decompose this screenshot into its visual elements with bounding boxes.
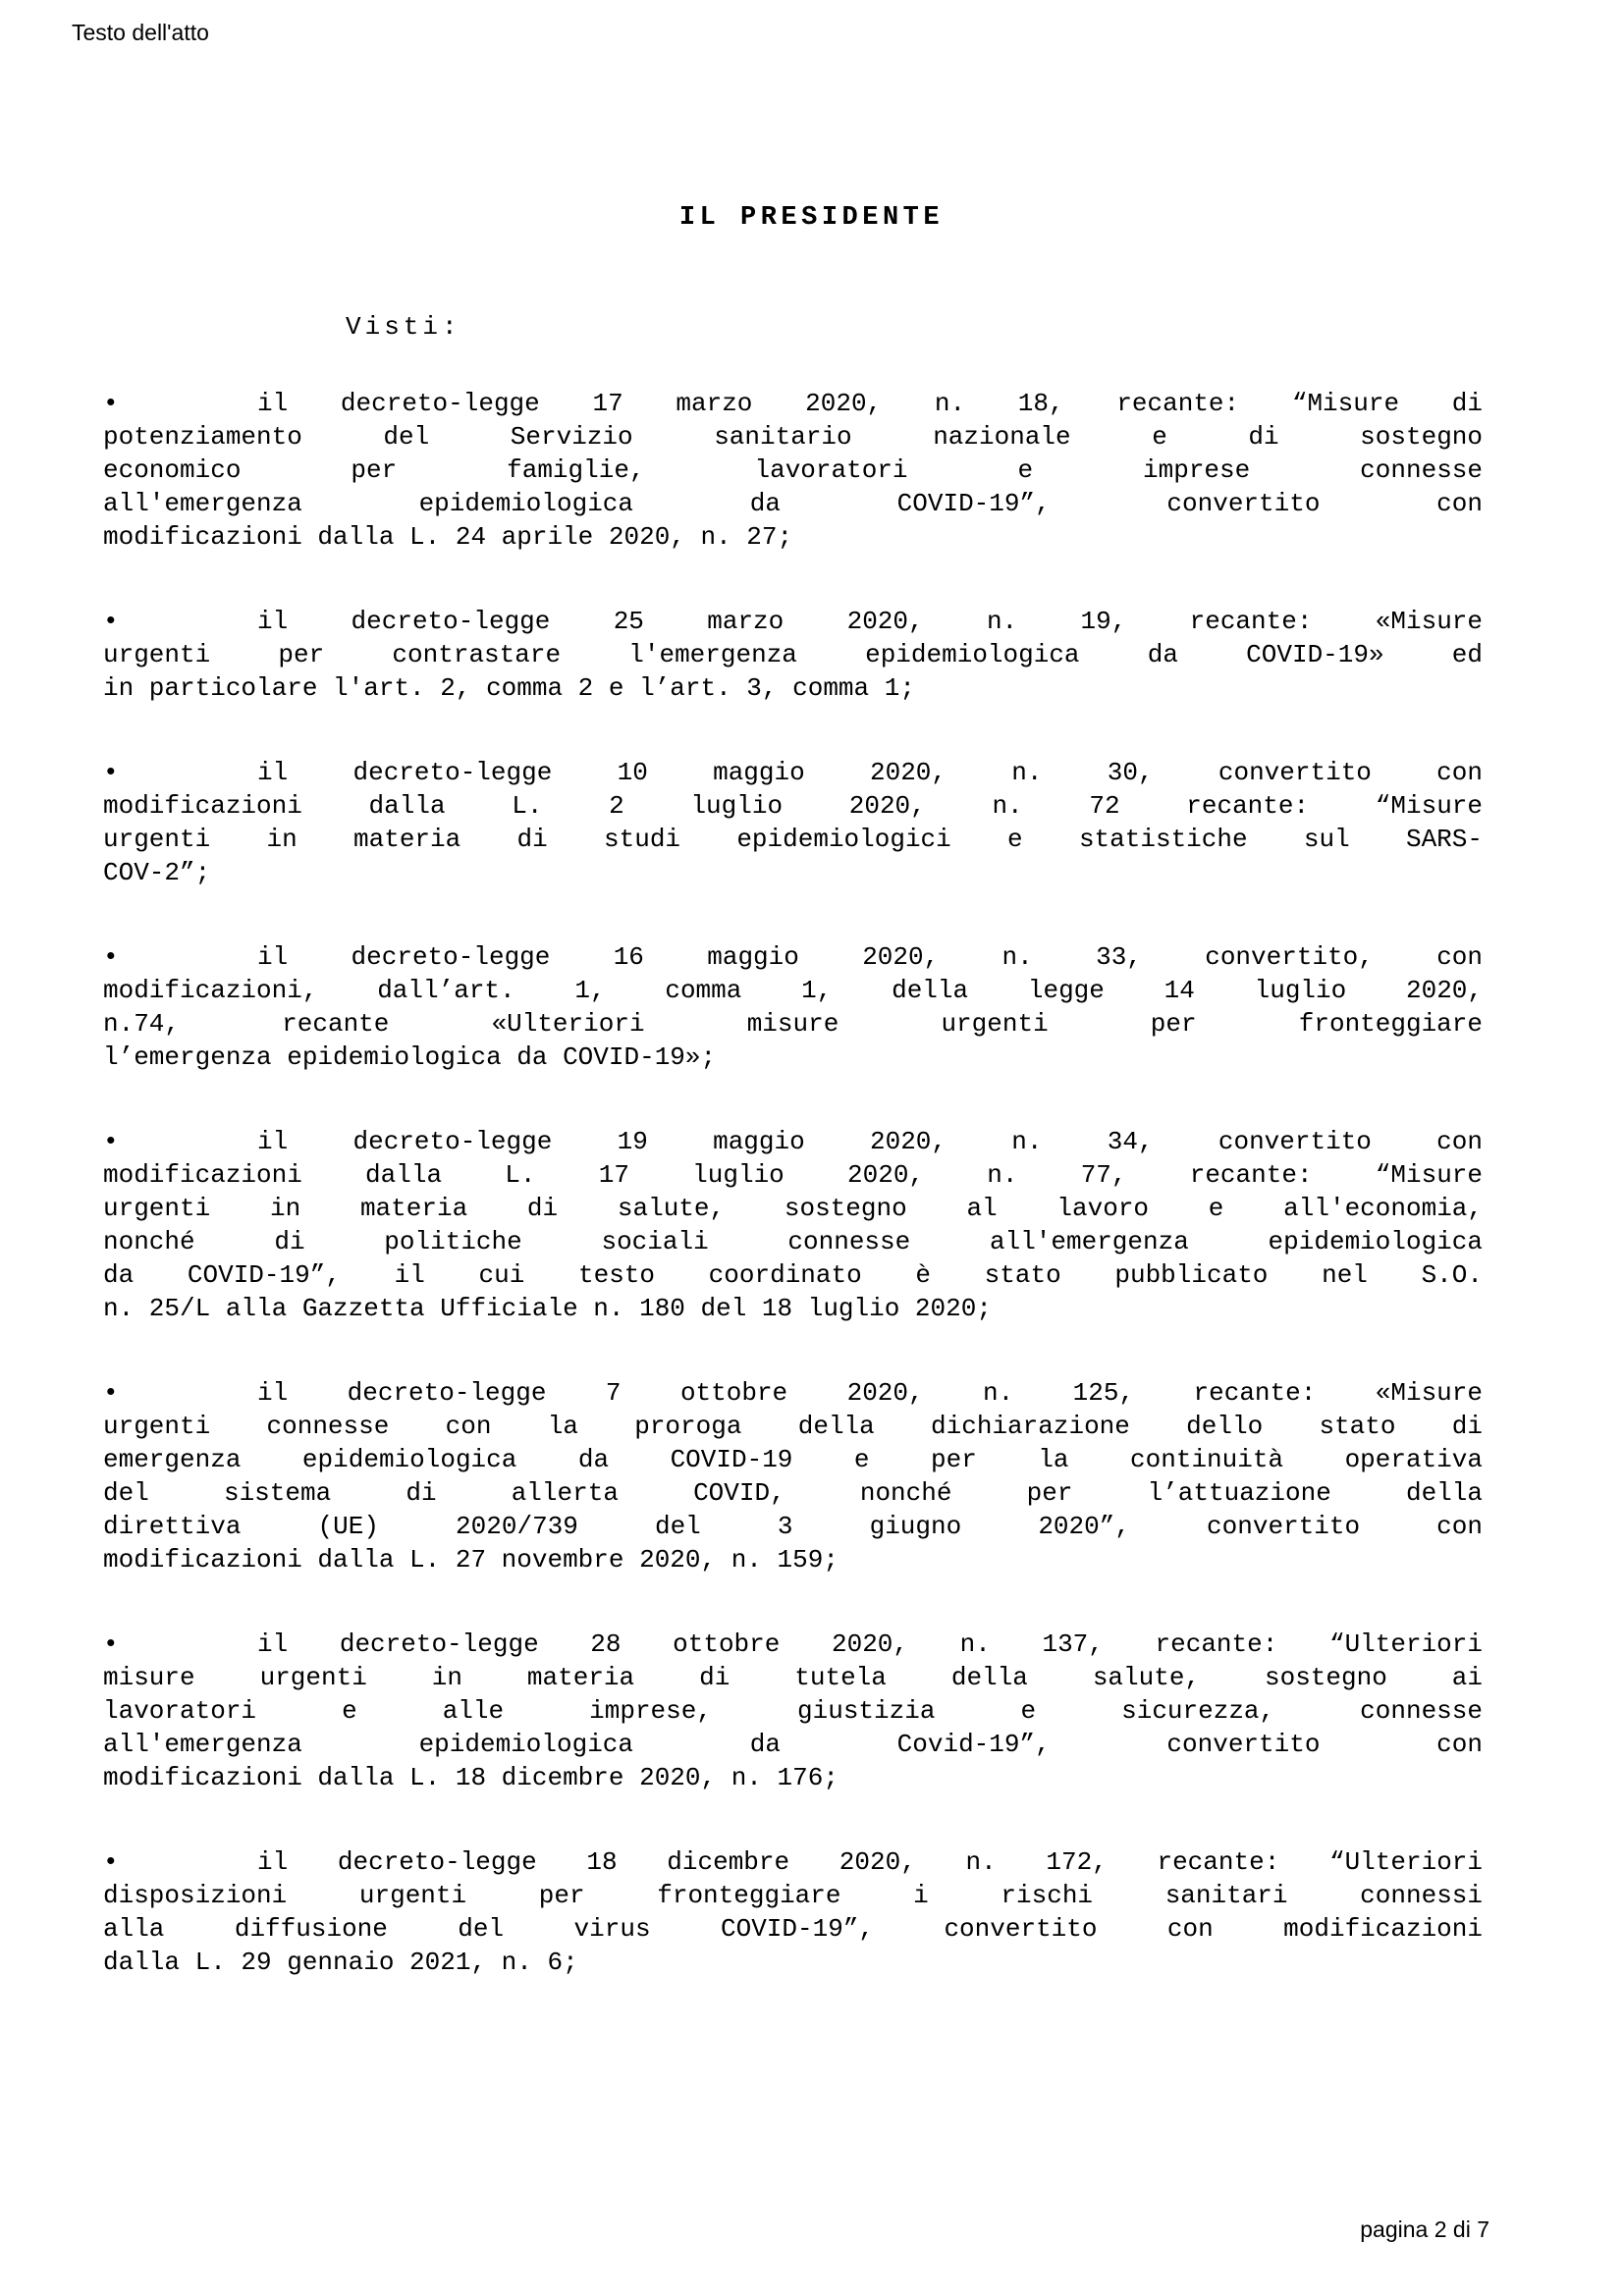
bullet-paragraph: [103, 940, 1483, 1074]
bullet-paragraph: [103, 1845, 1483, 1979]
bullet-icon: •: [103, 1847, 119, 1877]
visti-bullet-list: [103, 387, 1483, 1979]
paragraph-line: potenziamento del Servizio sanitario nazionale e di sostegno: [103, 422, 1483, 452]
paragraph-line: • il decreto-legge 16 maggio 2020, n. 33, convertito, con: [103, 942, 1483, 972]
paragraph-line: • il decreto-legge 28 ottobre 2020, n. 137, recante: “Ulteriori: [103, 1629, 1483, 1659]
paragraph-line: • il decreto-legge 7 ottobre 2020, n. 125, recante: «Misure: [103, 1378, 1483, 1408]
paragraph-line: del sistema di allerta COVID, nonché per l’attuazione della: [103, 1478, 1483, 1508]
paragraph-line: da COVID-19”, il cui testo coordinato è stato pubblicato nel S.O.: [103, 1260, 1483, 1290]
paragraph-line: dalla L. 29 gennaio 2021, n. 6;: [103, 1948, 578, 1977]
paragraph-line: urgenti in materia di salute, sostegno al lavoro e all'economia,: [103, 1194, 1483, 1223]
bullet-paragraph: [103, 1376, 1483, 1576]
paragraph-line: direttiva (UE) 2020/739 del 3 giugno 2020”, convertito con: [103, 1512, 1483, 1541]
bullet-paragraph: [103, 756, 1483, 889]
paragraph-line: modificazioni dalla L. 24 aprile 2020, n. 27;: [103, 522, 793, 552]
paragraph-line: COV-2”;: [103, 858, 211, 887]
bullet-icon: •: [103, 942, 119, 972]
paragraph-line: nonché di politiche sociali connesse all'emergenza epidemiologica: [103, 1227, 1483, 1256]
paragraph-line: urgenti per contrastare l'emergenza epidemiologica da COVID-19» ed: [103, 640, 1483, 669]
intro-heading: Visti:: [346, 312, 461, 342]
paragraph-line: • il decreto-legge 19 maggio 2020, n. 34, convertito con: [103, 1127, 1483, 1156]
bullet-icon: •: [103, 607, 119, 636]
bullet-icon: •: [103, 1378, 119, 1408]
bullet-paragraph: [103, 1628, 1483, 1794]
bullet-icon: •: [103, 389, 119, 418]
paragraph-line: urgenti in materia di studi epidemiologici e statistiche sul SARS-: [103, 825, 1483, 854]
paragraph-line: economico per famiglie, lavoratori e imprese connesse: [103, 455, 1483, 485]
paragraph-line: n. 25/L alla Gazzetta Ufficiale n. 180 del 18 luglio 2020;: [103, 1294, 992, 1323]
paragraph-line: alla diffusione del virus COVID-19”, convertito con modificazioni: [103, 1914, 1483, 1944]
document-content: [103, 0, 1483, 1979]
paragraph-line: all'emergenza epidemiologica da COVID-19”, convertito con: [103, 489, 1483, 518]
paragraph-line: lavoratori e alle imprese, giustizia e sicurezza, connesse: [103, 1696, 1483, 1726]
paragraph-line: in particolare l'art. 2, comma 2 e l’art. 3, comma 1;: [103, 673, 915, 703]
paragraph-line: modificazioni, dall’art. 1, comma 1, della legge 14 luglio 2020,: [103, 976, 1483, 1005]
paragraph-line: all'emergenza epidemiologica da Covid-19”, convertito con: [103, 1730, 1483, 1759]
paragraph-line: emergenza epidemiologica da COVID-19 e per la continuità operativa: [103, 1445, 1483, 1474]
paragraph-line: disposizioni urgenti per fronteggiare i rischi sanitari connessi: [103, 1881, 1483, 1910]
bullet-paragraph: [103, 605, 1483, 705]
page-number: pagina 2 di 7: [1360, 2216, 1489, 2242]
paragraph-line: urgenti connesse con la proroga della dichiarazione dello stato di: [103, 1412, 1483, 1441]
paragraph-line: • il decreto-legge 17 marzo 2020, n. 18, recante: “Misure di: [103, 389, 1483, 418]
paragraph-line: • il decreto-legge 10 maggio 2020, n. 30, convertito con: [103, 758, 1483, 787]
document-title: IL PRESIDENTE: [678, 203, 945, 233]
paragraph-line: modificazioni dalla L. 27 novembre 2020, n. 159;: [103, 1545, 839, 1575]
paragraph-line: modificazioni dalla L. 17 luglio 2020, n. 77, recante: “Misure: [103, 1160, 1483, 1190]
paragraph-line: modificazioni dalla L. 18 dicembre 2020, n. 176;: [103, 1763, 839, 1792]
doc-type-label: Testo dell'atto: [72, 20, 209, 45]
bullet-paragraph: [103, 1125, 1483, 1325]
bullet-icon: •: [103, 1629, 119, 1659]
paragraph-line: misure urgenti in materia di tutela della salute, sostegno ai: [103, 1663, 1483, 1692]
bullet-icon: •: [103, 758, 119, 787]
bullet-paragraph: [103, 387, 1483, 554]
paragraph-line: l’emergenza epidemiologica da COVID-19»;: [103, 1042, 717, 1072]
paragraph-line: n.74, recante «Ulteriori misure urgenti per fronteggiare: [103, 1009, 1483, 1039]
paragraph-line: modificazioni dalla L. 2 luglio 2020, n. 72 recante: “Misure: [103, 791, 1483, 821]
paragraph-line: • il decreto-legge 18 dicembre 2020, n. 172, recante: “Ulteriori: [103, 1847, 1483, 1877]
bullet-icon: •: [103, 1127, 119, 1156]
paragraph-line: • il decreto-legge 25 marzo 2020, n. 19, recante: «Misure: [103, 607, 1483, 636]
